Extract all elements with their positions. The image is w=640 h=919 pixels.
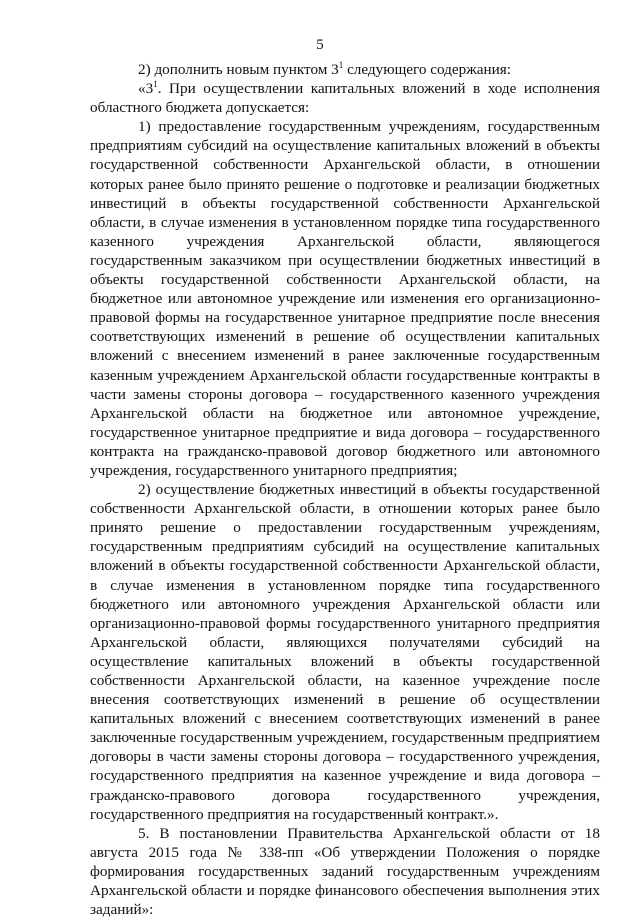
paragraph-text: следующего содержания: bbox=[343, 61, 511, 78]
paragraph-amendment-intro bbox=[90, 60, 600, 79]
paragraph-item-1: 1) предоставление государственным учреждениям, государственным предприятиям субсидий на осуществление капитальных вложений в объекты государственной собственности Архангельской области, в отношении которых ранее было принято решение о подготовке и реализации бюджетных инвестиций в объекты государственной собственности Архангельской области, в случае изменения в установленном порядке типа государственного казенного учреждения Архангельской области, являющегося государственным заказчиком при осуществлении бюджетных инвестиций в объекты государственной собственности Архангельской области, на бюджетное или автономное учреждение или изменения его организационно-правовой формы на государственное унитарное предприятие после внесения соответствующих изменений в решение об осуществлении капитальных вложений с внесением изменений в ранее заключенные государственным казенным учреждением Архангельской области государственные контракты в части замены стороны договора – государственного казенного учреждения Архангельской области на бюджетное или автономное учреждение, государственное унитарное предприятие и вида договора – государственного контракта на гражданско-правовой договор бюджетного или автономного учреждения, государственного унитарного предприятия; bbox=[90, 118, 600, 479]
document-body bbox=[90, 60, 600, 919]
paragraph-text: 2) дополнить новым пунктом 3 bbox=[138, 61, 339, 78]
paragraph-section-5: 5. В постановлении Правительства Архангельской области от 18 августа 2015 года № 338-пп «Об утверждении Положения о порядке формирования государственных заданий государственным учреждениям Архангельской области и порядке финансового обеспечения выполнения этих заданий»: bbox=[90, 824, 600, 919]
paragraph-text: «3 bbox=[138, 80, 154, 98]
paragraph-text: . При осуществлении капитальных вложений в ходе исполнения областного бюджета допускается: bbox=[90, 80, 600, 117]
superscript-index: 1 bbox=[338, 59, 344, 70]
superscript-index: 1 bbox=[153, 79, 158, 90]
paragraph-item-2: 2) осуществление бюджетных инвестиций в объекты государственной собственности Архангельской области, в отношении которых ранее было принято решение о предоставлении государственным учреждениям, государственным предприятиям субсидий на осуществление капитальных вложений в объекты государственной собственности Архангельской области, в случае изменения в установленном порядке типа государственного бюджетного или автономного учреждения Архангельской области или организационно-правовой формы государственного унитарного предприятия Архангельской области, являющихся получателями субсидий на осуществление капитальных вложений в объекты государственной собственности Архангельской области, на казенное учреждение после внесения соответствующих изменений в решение об осуществлении капитальных вложений с внесением соответствующих изменений в ранее заключенные государственным учреждением, государственным предприятием договоры в части замены стороны договора – государственного учреждения, государственного предприятия на казенное учреждение и вида договора – гражданско-правового договора государственного учреждения, государственного предприятия на государственный контракт.». bbox=[90, 481, 600, 823]
page-number: 5 bbox=[316, 37, 324, 53]
paragraph-clause-3-1 bbox=[90, 79, 600, 117]
